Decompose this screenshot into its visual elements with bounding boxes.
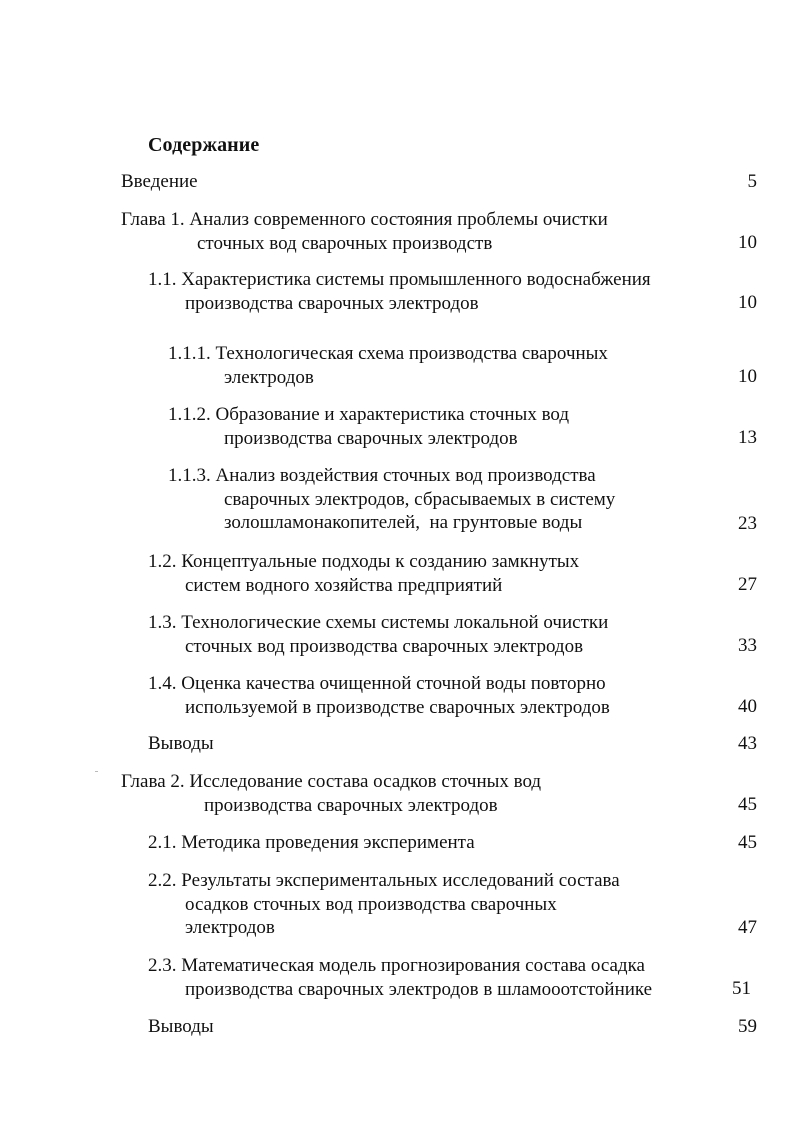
toc-entry-text: 1.4. Оценка качества очищенной сточной воды повторно — [148, 673, 606, 694]
toc-page-number: 45 — [738, 794, 757, 815]
toc-entry — [121, 208, 608, 255]
toc-page-number: 33 — [738, 635, 757, 656]
toc-entry — [168, 403, 569, 450]
toc-page-number: 27 — [738, 574, 757, 595]
toc-entry-text: осадков сточных вод производства сварочных — [185, 893, 557, 915]
toc-entry-text: 1.1.2. Образование и характеристика сточных вод — [168, 404, 570, 425]
toc-page-number: 10 — [738, 232, 757, 253]
toc-entry-text: производства сварочных электродов — [224, 427, 518, 449]
toc-entry — [148, 831, 475, 855]
toc-entry-text: Выводы — [148, 733, 214, 754]
toc-entry — [148, 732, 214, 756]
toc-entry-text: Глава 1. Анализ современного состояния проблемы очистки — [121, 209, 608, 230]
toc-entry-text: 2.1. Методика проведения эксперимента — [148, 832, 475, 853]
toc-entry-text: сточных вод сварочных производств — [197, 232, 493, 254]
toc-entry-text: 2.3. Математическая модель прогнозирования состава осадка — [148, 955, 645, 976]
toc-entry-text: Выводы — [148, 1016, 214, 1037]
toc-page-number: 5 — [747, 171, 757, 192]
toc-title: Содержание — [148, 134, 260, 156]
toc-entry-text: золошламонакопителей, на грунтовые воды — [224, 512, 583, 533]
toc-entry-text: используемой в производстве сварочных электродов — [185, 696, 610, 718]
toc-entry — [148, 672, 610, 719]
toc-page-number: 40 — [738, 696, 757, 717]
toc-entry-text: 1.3. Технологические схемы системы локальной очистки — [148, 612, 609, 633]
toc-entry-text: сварочных электродов, сбрасываемых в систему — [224, 488, 616, 510]
toc-entry-text: 1.1. Характеристика системы промышленного водоснабжения — [148, 269, 651, 290]
toc-entry-text: 1.2. Концептуальные подходы к созданию замкнутых — [148, 551, 580, 572]
toc-entry-text: 1.1.3. Анализ воздействия сточных вод производства — [168, 465, 596, 486]
toc-entry — [168, 342, 608, 389]
toc-page-number: 13 — [738, 427, 757, 448]
toc-page-number: 23 — [738, 513, 757, 534]
toc-entry — [121, 170, 198, 194]
toc-entry — [148, 1015, 214, 1039]
toc-page-number: 43 — [738, 733, 757, 754]
toc-entry-text: производства сварочных электродов в шламооотстойнике — [185, 978, 653, 1000]
toc-page-number: 10 — [738, 292, 757, 313]
toc-page-number: 47 — [738, 917, 757, 938]
toc-entry — [148, 954, 652, 1001]
toc-entry-text: производства сварочных электродов — [185, 292, 479, 314]
toc-entry-text: Введение — [121, 171, 198, 192]
toc-entry — [148, 268, 651, 315]
toc-entry — [148, 550, 579, 597]
scan-speck — [95, 771, 98, 772]
toc-entry-text: производства сварочных электродов — [204, 794, 498, 816]
toc-entry — [121, 770, 541, 817]
toc-entry — [168, 464, 615, 535]
toc-entry-text: систем водного хозяйства предприятий — [185, 574, 503, 596]
toc-entry-text: Глава 2. Исследование состава осадков сточных вод — [121, 771, 542, 792]
toc-entry-text: 1.1.1. Технологическая схема производства сварочных — [168, 343, 608, 364]
toc-entry — [148, 869, 620, 940]
toc-entry-text: электродов — [185, 917, 275, 938]
toc-page-number: 10 — [738, 366, 757, 387]
toc-entry-text: сточных вод производства сварочных электродов — [185, 635, 584, 657]
toc-entry-text: 2.2. Результаты экспериментальных исследований состава — [148, 870, 620, 891]
toc-page-number: 51 — [732, 978, 751, 999]
toc-entry-text: электродов — [224, 366, 314, 388]
toc-page-number: 59 — [738, 1016, 757, 1037]
toc-entry — [148, 611, 608, 658]
toc-page-number: 45 — [738, 832, 757, 853]
